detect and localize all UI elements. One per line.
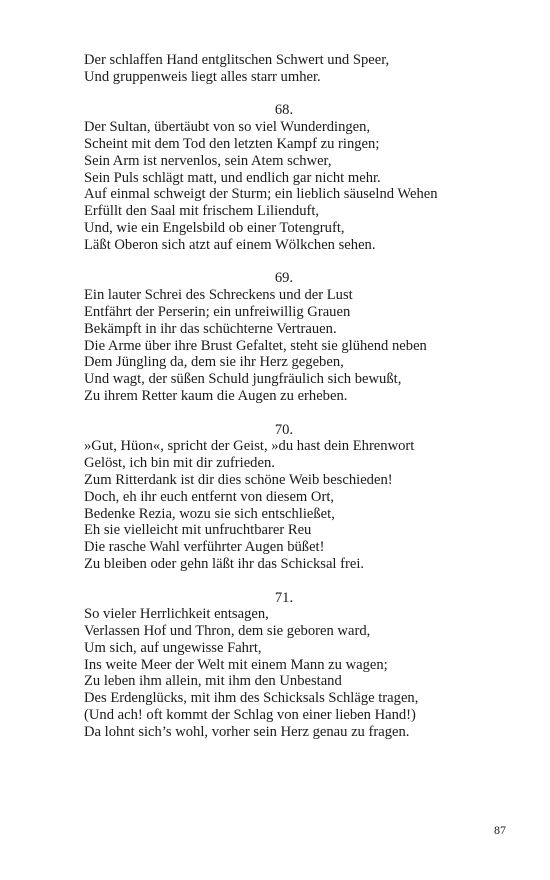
verse-line: Des Erdenglücks, mit ihm des Schicksals Schläge tragen, xyxy=(84,690,419,707)
page-number: 87 xyxy=(494,823,506,837)
verse-line: Dem Jüngling da, dem sie ihr Herz gegeben, xyxy=(84,354,344,371)
verse-line: Zu ihrem Retter kaum die Augen zu erheben. xyxy=(84,387,348,404)
stanza-69 xyxy=(84,270,484,404)
verse-line: »Gut, Hüon«, spricht der Geist, »du hast dein Ehrenwort xyxy=(84,438,415,455)
verse-line: Die Arme über ihre Brust Gefaltet, steht sie glühend neben xyxy=(84,337,427,354)
opening-lines xyxy=(84,52,484,86)
verse-line: Gelöst, ich bin mit dir zufrieden. xyxy=(84,455,275,472)
verse-line: Der Sultan, übertäubt von so viel Wunderdingen, xyxy=(84,119,371,136)
verse-line: Zu leben ihm allein, mit ihm den Unbestand xyxy=(84,673,342,690)
verse-line: Verlassen Hof und Thron, dem sie geboren ward, xyxy=(84,623,371,640)
stanza-number: 70. xyxy=(274,421,294,438)
verse-line: Die rasche Wahl verführter Augen büßet! xyxy=(84,539,325,556)
verse-line: Scheint mit dem Tod den letzten Kampf zu ringen; xyxy=(84,135,380,152)
verse-line: Doch, eh ihr euch entfernt von diesem Ort, xyxy=(84,488,335,505)
verse-line: Und, wie ein Engelsbild ob einer Totengruft, xyxy=(84,219,345,236)
poem-text xyxy=(84,52,484,741)
stanza-number: 71. xyxy=(274,589,294,606)
stanza-68 xyxy=(84,102,484,253)
verse-line: Bekämpft in ihr das schüchterne Vertrauen. xyxy=(84,320,337,337)
verse-line: Da lohnt sich’s wohl, vorher sein Herz genau zu fragen. xyxy=(84,723,410,740)
verse-line: Und gruppenweis liegt alles starr umher. xyxy=(84,68,321,85)
verse-line: Sein Puls schlägt matt, und endlich gar nicht mehr. xyxy=(84,169,381,186)
verse-line: (Und ach! oft kommt der Schlag von einer lieben Hand!) xyxy=(84,707,416,724)
stanza-number: 69. xyxy=(274,270,294,287)
verse-line: Ins weite Meer der Welt mit einem Mann zu wagen; xyxy=(84,656,388,673)
verse-line: Auf einmal schweigt der Sturm; ein lieblich säuselnd Wehen xyxy=(84,186,438,203)
verse-line: Zum Ritterdank ist dir dies schöne Weib beschieden! xyxy=(84,471,393,488)
verse-line: Der schlaffen Hand entglitschen Schwert und Speer, xyxy=(84,52,390,68)
verse-line: So vieler Herrlichkeit entsagen, xyxy=(84,606,269,623)
verse-line: Entfährt der Perserin; ein unfreiwillig Grauen xyxy=(84,303,351,320)
verse-line: Läßt Oberon sich atzt auf einem Wölkchen sehen. xyxy=(84,236,376,253)
verse-line: Um sich, auf ungewisse Fahrt, xyxy=(84,639,262,656)
verse-line: Zu bleiben oder gehn läßt ihr das Schicksal frei. xyxy=(84,555,365,572)
verse-line: Ein lauter Schrei des Schreckens und der Lust xyxy=(84,287,353,304)
verse-line: Und wagt, der süßen Schuld jungfräulich sich bewußt, xyxy=(84,371,402,388)
stanza-number: 68. xyxy=(274,102,294,119)
verse-line: Sein Arm ist nervenlos, sein Atem schwer, xyxy=(84,152,332,169)
stanza-71 xyxy=(84,590,484,741)
verse-line: Eh sie vielleicht mit unfruchtbarer Reu xyxy=(84,522,312,539)
verse-line: Bedenke Rezia, wozu sie sich entschließet, xyxy=(84,505,335,522)
stanza-70 xyxy=(84,422,484,573)
verse-line: Erfüllt den Saal mit frischem Lilienduft, xyxy=(84,203,320,220)
